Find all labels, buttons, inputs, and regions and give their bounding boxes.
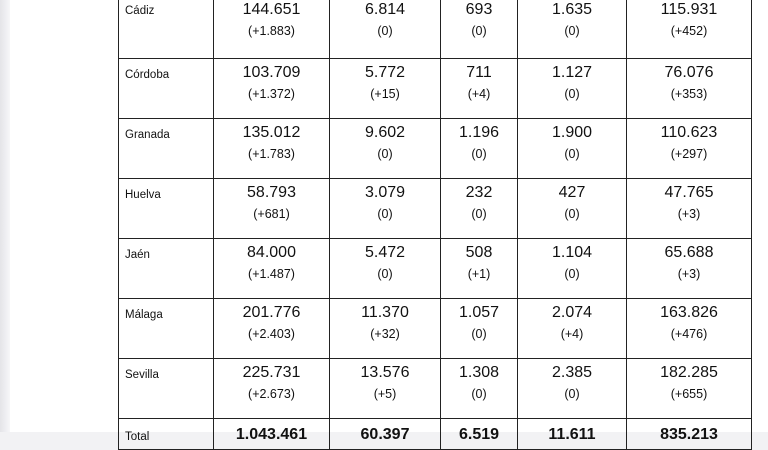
cell-value: 182.285	[660, 364, 718, 381]
cell-delta: (+4)	[560, 327, 584, 341]
province-stats-table	[118, 0, 752, 450]
cell-value: 84.000	[247, 244, 296, 261]
cell-c2	[330, 239, 441, 299]
cell-delta: (0)	[564, 207, 580, 221]
cell-delta: (+452)	[670, 24, 708, 38]
cell-value: 232	[465, 184, 493, 201]
cell-c5	[627, 119, 752, 179]
cell-c1	[214, 299, 330, 359]
cell-c4	[518, 119, 627, 179]
cell-c2	[330, 59, 441, 119]
cell-delta: (+476)	[670, 327, 708, 341]
cell-delta: (+681)	[253, 207, 290, 221]
cell-delta: (+297)	[670, 147, 708, 161]
cell-delta: (+15)	[370, 87, 400, 101]
total-value: 11.611	[548, 426, 596, 443]
table-row	[119, 299, 752, 359]
cell-delta: (+3)	[677, 207, 701, 221]
cell-delta: (+1.487)	[248, 267, 295, 281]
cell-delta: (0)	[564, 24, 580, 38]
province-name: Málaga	[119, 299, 214, 359]
cell-delta: (+1.883)	[248, 24, 295, 38]
cell-value: 163.826	[660, 304, 718, 321]
page-edge-shadow	[0, 0, 10, 432]
province-name: Sevilla	[119, 359, 214, 419]
cell-value: 1.104	[551, 244, 593, 261]
province-name: Jaén	[119, 239, 214, 299]
cell-c2	[330, 119, 441, 179]
cell-value: 201.776	[242, 304, 301, 321]
cell-value: 711	[466, 64, 492, 81]
cell-delta: (0)	[471, 387, 487, 401]
cell-c5	[627, 59, 752, 119]
cell-value: 1.308	[458, 364, 500, 381]
cell-c5	[627, 239, 752, 299]
cell-c1	[214, 0, 330, 59]
cell-value: 110.623	[660, 124, 718, 141]
cell-value: 9.602	[364, 124, 406, 141]
cell-c4	[518, 359, 627, 419]
cell-c4	[518, 299, 627, 359]
cell-c4	[518, 0, 627, 59]
total-c5	[627, 419, 752, 450]
total-label: Total	[119, 419, 214, 450]
cell-delta: (+655)	[670, 387, 708, 401]
cell-value: 225.731	[242, 364, 301, 381]
total-value: 6.519	[458, 426, 500, 443]
cell-c3	[441, 119, 518, 179]
cell-c1	[214, 239, 330, 299]
table-row	[119, 239, 752, 299]
cell-delta: (+4)	[467, 87, 491, 101]
cell-c2	[330, 299, 441, 359]
cell-value: 144.651	[242, 1, 301, 18]
total-c4	[518, 419, 627, 450]
cell-delta: (+353)	[670, 87, 708, 101]
cell-c4	[518, 179, 627, 239]
cell-c3	[441, 239, 518, 299]
cell-value: 3.079	[364, 184, 406, 201]
total-value: 1.043.461	[235, 426, 308, 443]
cell-c2	[330, 359, 441, 419]
table-row	[119, 0, 752, 59]
cell-c5	[627, 179, 752, 239]
table-row	[119, 59, 752, 119]
cell-value: 427	[558, 184, 586, 201]
cell-value: 1.127	[551, 64, 593, 81]
total-row	[119, 419, 752, 450]
total-c2	[330, 419, 441, 450]
cell-value: 2.074	[551, 304, 593, 321]
total-c3	[441, 419, 518, 450]
province-name: Cádiz	[119, 0, 214, 59]
cell-delta: (+1.783)	[248, 147, 295, 161]
cell-value: 1.196	[458, 124, 500, 141]
cell-value: 1.057	[458, 304, 500, 321]
cell-delta: (+1.372)	[248, 87, 295, 101]
cell-delta: (+32)	[370, 327, 400, 341]
cell-value: 11.370	[361, 304, 409, 321]
cell-delta: (0)	[377, 267, 393, 281]
cell-delta: (0)	[471, 147, 487, 161]
cell-delta: (0)	[471, 207, 487, 221]
cell-delta: (0)	[377, 147, 393, 161]
cell-value: 693	[465, 1, 493, 18]
cell-value: 6.814	[364, 1, 406, 18]
cell-value: 58.793	[247, 184, 296, 201]
cell-delta: (0)	[471, 24, 487, 38]
cell-c5	[627, 359, 752, 419]
cell-value: 13.576	[360, 364, 410, 381]
cell-c5	[627, 0, 752, 59]
table-row	[119, 119, 752, 179]
cell-value: 115.931	[660, 1, 718, 18]
cell-value: 5.472	[364, 244, 406, 261]
cell-value: 5.772	[364, 64, 406, 81]
cell-value: 65.688	[664, 244, 714, 261]
cell-delta: (0)	[564, 387, 580, 401]
total-c1	[214, 419, 330, 450]
cell-c3	[441, 179, 518, 239]
cell-c4	[518, 239, 627, 299]
cell-delta: (0)	[564, 147, 580, 161]
province-name: Córdoba	[119, 59, 214, 119]
cell-value: 2.385	[551, 364, 593, 381]
cell-c3	[441, 0, 518, 59]
cell-value: 103.709	[242, 64, 301, 81]
cell-delta: (0)	[377, 24, 393, 38]
cell-c3	[441, 299, 518, 359]
cell-c1	[214, 359, 330, 419]
table-row	[119, 179, 752, 239]
cell-delta: (+2.403)	[248, 327, 295, 341]
province-name: Huelva	[119, 179, 214, 239]
cell-c1	[214, 119, 330, 179]
cell-delta: (+2.673)	[248, 387, 295, 401]
cell-delta: (+3)	[677, 267, 701, 281]
cell-value: 508	[465, 244, 493, 261]
cell-value: 47.765	[664, 184, 714, 201]
cell-delta: (0)	[377, 207, 393, 221]
cell-value: 76.076	[664, 64, 714, 81]
cell-value: 1.900	[551, 124, 593, 141]
cell-c3	[441, 359, 518, 419]
cell-c2	[330, 179, 441, 239]
cell-value: 1.635	[551, 1, 593, 18]
cell-c1	[214, 179, 330, 239]
cell-c2	[330, 0, 441, 59]
cell-delta: (+1)	[467, 267, 491, 281]
table-row	[119, 359, 752, 419]
cell-c4	[518, 59, 627, 119]
cell-delta: (0)	[564, 267, 580, 281]
cell-c1	[214, 59, 330, 119]
cell-delta: (0)	[471, 327, 487, 341]
cell-c5	[627, 299, 752, 359]
province-name: Granada	[119, 119, 214, 179]
cell-delta: (+5)	[373, 387, 397, 401]
total-value: 60.397	[360, 426, 410, 443]
total-value: 835.213	[660, 426, 718, 443]
cell-value: 135.012	[242, 124, 301, 141]
cell-c3	[441, 59, 518, 119]
cell-delta: (0)	[564, 87, 580, 101]
